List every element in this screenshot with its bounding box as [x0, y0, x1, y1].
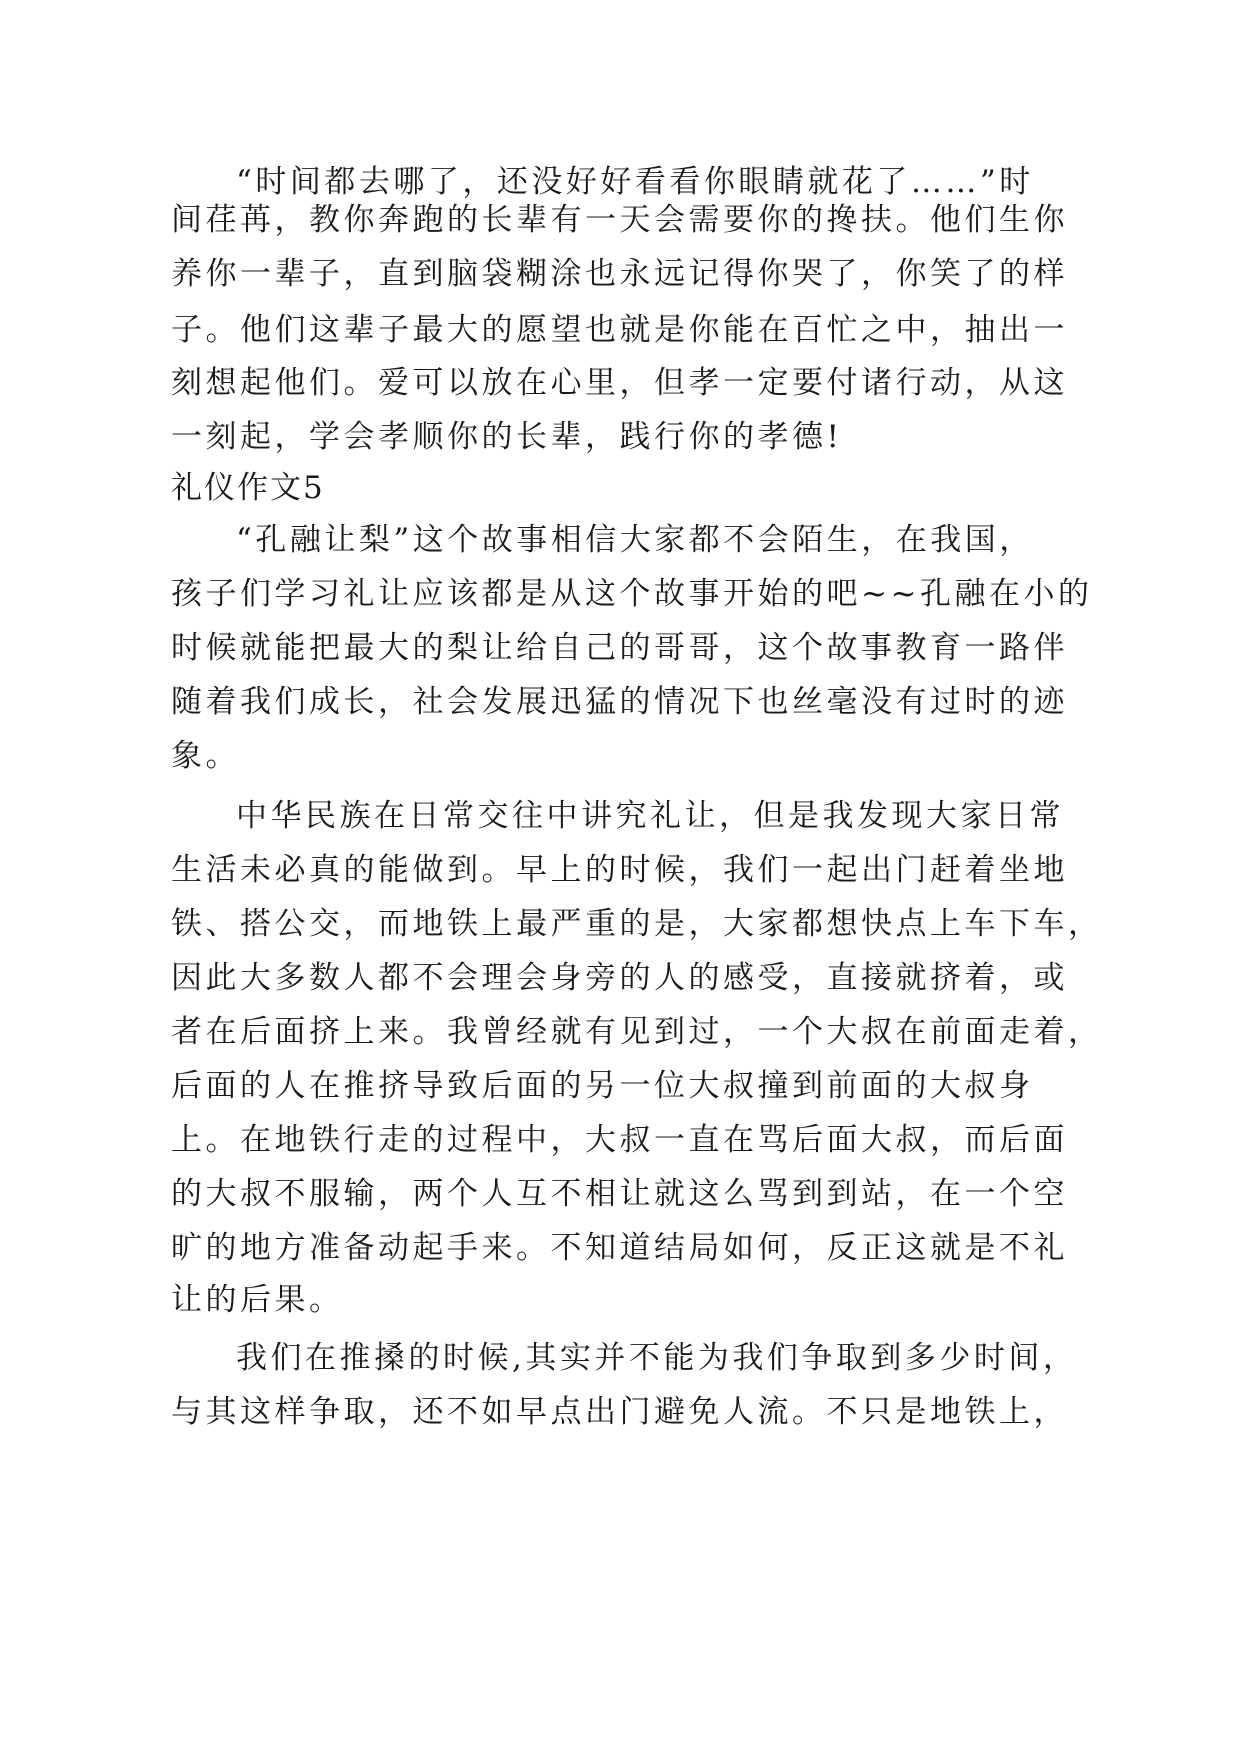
paragraph-3-line-3: 铁、搭公交，而地铁上最严重的是，大家都想快点上车下车， — [171, 906, 1103, 942]
paragraph-1-line-6: 一刻起，学会孝顺你的长辈，践行你的孝德! — [171, 419, 843, 455]
paragraph-2-line-5: 象。 — [171, 738, 240, 774]
paragraph-3-line-9: 旷的地方准备动起手来。不知道结局如何，反正这就是不礼 — [171, 1230, 1068, 1266]
paragraph-1-line-3: 养你一辈子，直到脑袋糊涂也永远记得你哭了，你笑了的样 — [171, 256, 1068, 292]
paragraph-1-line-5: 刻想起他们。爱可以放在心里，但孝一定要付诸行动，从这 — [171, 365, 1068, 401]
paragraph-3-line-7: 上。在地铁行走的过程中，大叔一直在骂后面大叔，而后面 — [171, 1122, 1068, 1158]
paragraph-3-line-10: 让的后果。 — [171, 1282, 344, 1318]
paragraph-2-line-1: “孔融让梨”这个故事相信大家都不会陌生，在我国， — [236, 522, 1034, 558]
paragraph-3-line-4: 因此大多数人都不会理会身旁的人的感受，直接就挤着，或 — [171, 960, 1068, 996]
paragraph-3-line-6: 后面的人在推挤导致后面的另一位大叔撞到前面的大叔身 — [171, 1068, 1034, 1104]
paragraph-2-line-4: 随着我们成长，社会发展迅猛的情况下也丝毫没有过时的迹 — [171, 684, 1068, 720]
paragraph-2-line-2: 孩子们学习礼让应该都是从这个故事开始的吧~~孔融在小的 — [171, 576, 1093, 612]
paragraph-1-line-2: 间荏苒，教你奔跑的长辈有一天会需要你的搀扶。他们生你 — [171, 202, 1068, 238]
paragraph-1-line-4: 子。他们这辈子最大的愿望也就是你能在百忙之中，抽出一 — [171, 312, 1068, 348]
paragraph-4-line-1: 我们在推搡的时候,其实并不能为我们争取到多少时间， — [236, 1340, 1078, 1376]
paragraph-3-line-5: 者在后面挤上来。我曾经就有见到过，一个大叔在前面走着， — [171, 1014, 1103, 1050]
paragraph-2-line-3: 时候就能把最大的梨让给自己的哥哥，这个故事教育一路伴 — [171, 630, 1068, 666]
section-title: 礼仪作文5 — [171, 470, 325, 506]
paragraph-3-line-2: 生活未必真的能做到。早上的时候，我们一起出门赶着坐地 — [171, 852, 1068, 888]
paragraph-1-line-1: “时间都去哪了，还没好好看看你眼睛就花了……”时 — [236, 164, 1034, 200]
paragraph-4-line-2: 与其这样争取，还不如早点出门避免人流。不只是地铁上， — [171, 1394, 1068, 1430]
paragraph-3-line-8: 的大叔不服输，两个人互不相让就这么骂到到站，在一个空 — [171, 1176, 1068, 1212]
paragraph-3-line-1: 中华民族在日常交往中讲究礼让，但是我发现大家日常 — [236, 798, 1064, 834]
